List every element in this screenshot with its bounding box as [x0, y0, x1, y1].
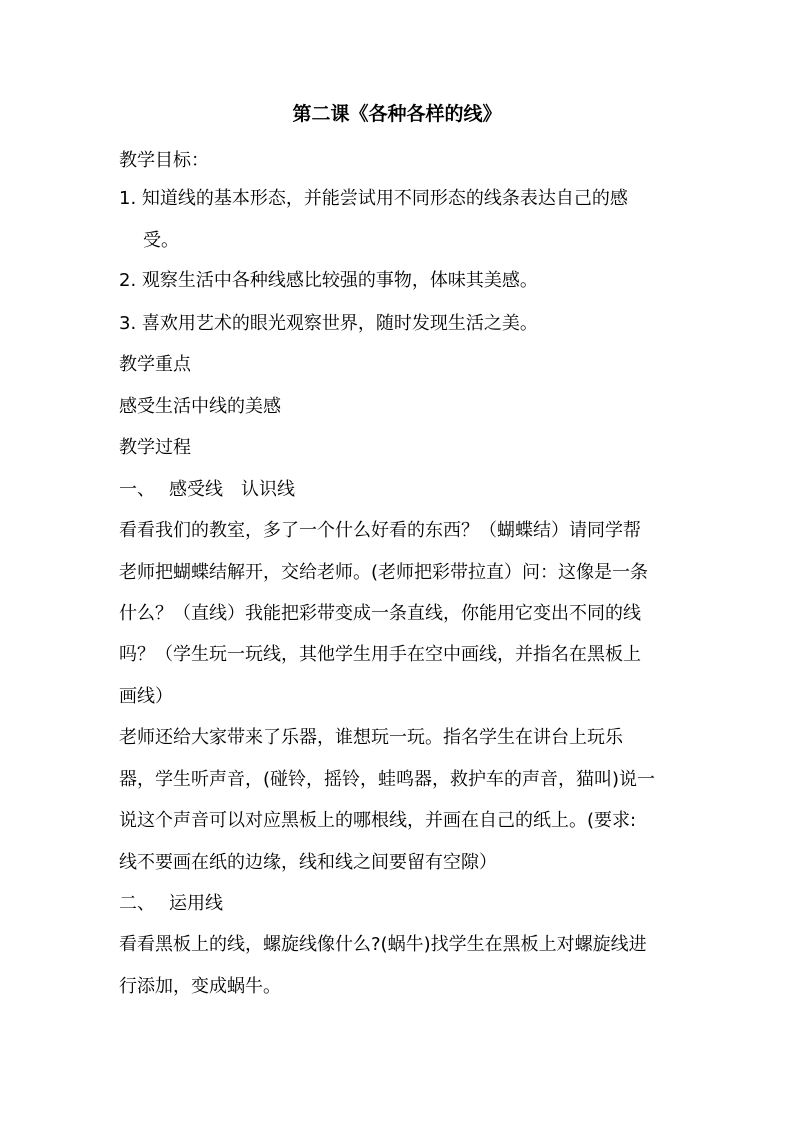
section-1-para-1-line-4: 吗？（学生玩一玩线，其他学生用手在空中画线，并指名在黑板上: [119, 644, 641, 665]
section-2-heading: [119, 888, 223, 920]
section-1-heading: [119, 474, 295, 506]
section-2-para-1-line-1: 看看黑板上的线，螺旋线像什么?(蜗牛)找学生在黑板上对螺旋线进: [119, 934, 647, 955]
section-1-para-1-line-5: 画线）: [119, 686, 173, 707]
section-1-para-1-line-2: 老师把蝴蝶结解开，交给老师。(老师把彩带拉直）问：这像是一条: [119, 562, 649, 583]
objective-3: 3. 喜欢用艺术的眼光观察世界，随时发现生活之美。: [119, 313, 538, 334]
section-1-para-2-line-1: 老师还给大家带来了乐器，谁想玩一玩。指名学生在讲台上玩乐: [119, 727, 623, 748]
section-2-para-1-line-2: 行添加，变成蜗牛。: [119, 976, 281, 997]
section-1-para-2-line-3: 说这个声音可以对应黑板上的哪根线，并画在自己的纸上。(要求:: [119, 810, 637, 831]
objective-2: 2. 观察生活中各种线感比较强的事物，体味其美感。: [119, 270, 538, 291]
objective-1-line-1: 1. 知道线的基本形态，并能尝试用不同形态的线条表达自己的感: [119, 188, 628, 209]
section-1-para-1-line-1: 看看我们的教室，多了一个什么好看的东西？（蝴蝶结）请同学帮: [119, 520, 641, 541]
key-point-heading: 教学重点: [119, 354, 191, 375]
objectives-heading: 教学目标：: [119, 150, 209, 171]
section-1-para-2-line-2: 器，学生听声音，(碰铃，摇铃，蛙鸣器，救护车的声音，猫叫)说一: [119, 769, 656, 790]
process-heading: 教学过程: [119, 437, 191, 458]
key-point-text: 感受生活中线的美感: [119, 396, 281, 417]
section-1-number: 一、: [119, 479, 155, 500]
section-2-title: 运用线: [169, 893, 223, 914]
section-2-number: 二、: [119, 893, 155, 914]
page-title: 第二课《各种各样的线》: [292, 103, 502, 125]
objective-1-line-2: 受。: [143, 230, 179, 251]
section-1-para-1-line-3: 什么？（直线）我能把彩带变成一条直线，你能用它变出不同的线: [119, 603, 641, 624]
section-1-para-2-line-4: 线不要画在纸的边缘，线和线之间要留有空隙）: [119, 852, 497, 873]
section-1-title: 感受线 认识线: [169, 479, 295, 500]
